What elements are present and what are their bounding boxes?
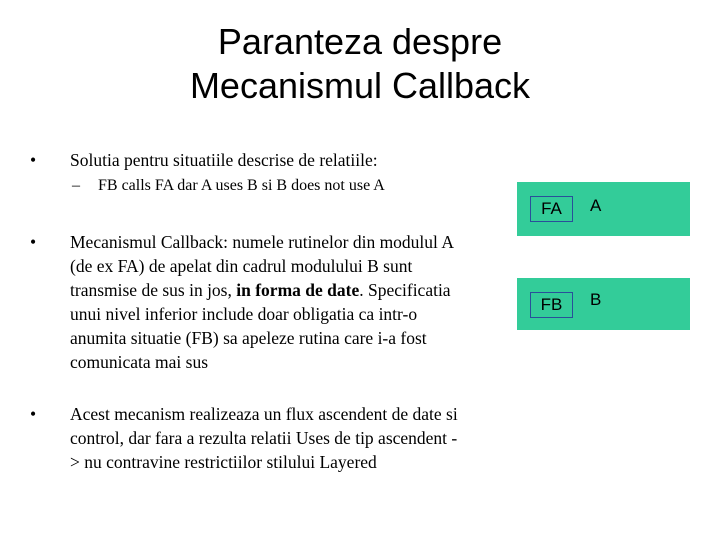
bullet-2-text xyxy=(70,230,460,374)
bullet-2-text-part-2: . Specificatia unui nivel inferior include doar obligatia ca intr-o anumita situatie (FB) sa apeleze rutina care i-a fost comunicata mai sus xyxy=(70,280,451,372)
bullet-2-text-part-1: Mecanismul Callback: numele rutinelor din modulul A (de ex FA) de apelat din cadrul modulului B sunt transmise de sus in jos, xyxy=(70,232,453,300)
bullet-3-text: Acest mecanism realizeaza un flux ascendent de date si control, dar fara a rezulta relatii Uses de tip ascendent -> nu contravine restrictiilor stilului Layered xyxy=(70,404,458,472)
slide-title xyxy=(100,20,620,108)
bullet-1-text: Solutia pentru situatiile descrise de relatiile: xyxy=(70,150,378,170)
bullet-marker: • xyxy=(30,404,37,424)
title-line-2: Mecanismul Callback xyxy=(189,65,531,106)
sub-bullet-1-text: FB calls FA dar A uses B si B does not use A xyxy=(98,177,385,194)
module-a-box xyxy=(517,182,690,236)
sub-bullet-marker: – xyxy=(72,177,80,194)
bullet-marker: • xyxy=(30,232,37,252)
sub-bullet-1 xyxy=(72,176,385,196)
module-a-label: A xyxy=(590,196,602,215)
module-b-box xyxy=(517,278,690,330)
routine-fa-box: FA xyxy=(530,196,573,222)
bullet-2-bold-phrase: in forma de date xyxy=(236,280,360,300)
title-line-1: Paranteza despre xyxy=(217,21,503,62)
module-b-label: B xyxy=(590,290,602,309)
bullet-marker: • xyxy=(30,150,37,170)
routine-fb-box: FB xyxy=(530,292,573,318)
